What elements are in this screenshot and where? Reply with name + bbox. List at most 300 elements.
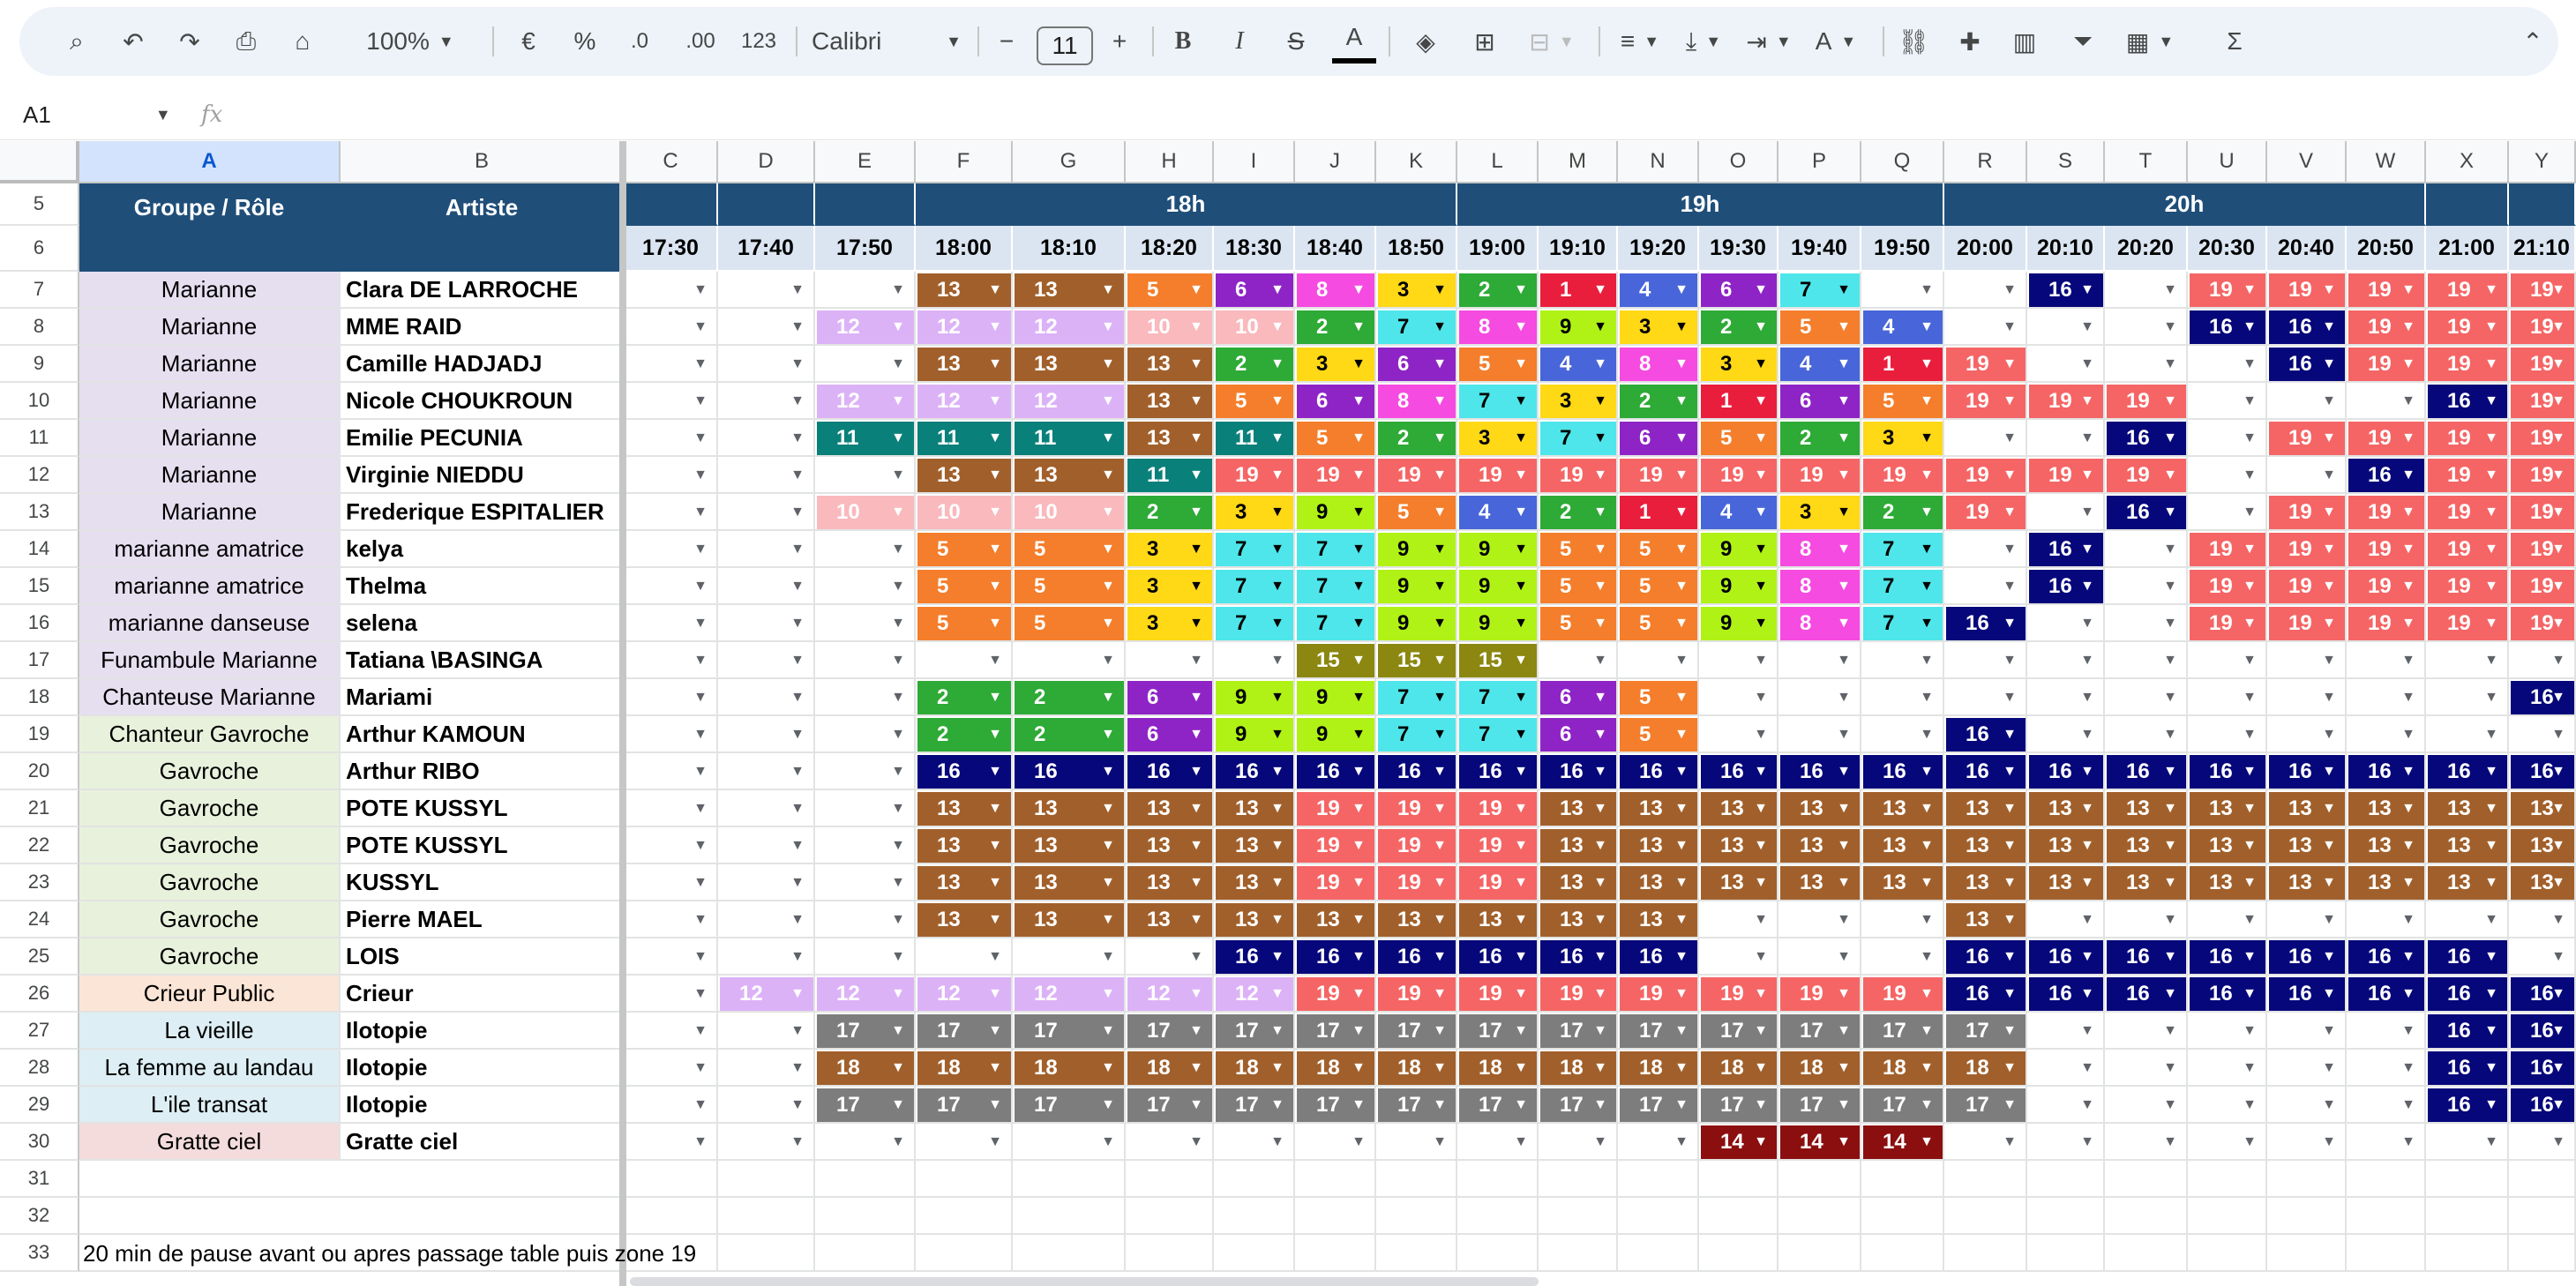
empty-cell[interactable] — [1699, 1198, 1778, 1235]
zone-dropdown[interactable] — [1539, 679, 1618, 716]
schedule-cell[interactable] — [2105, 457, 2188, 494]
zone-dropdown[interactable] — [1539, 716, 1618, 753]
zone-dropdown[interactable] — [1376, 383, 1457, 420]
zone-dropdown[interactable] — [1457, 1013, 1539, 1050]
zone-dropdown-empty[interactable] — [718, 383, 815, 420]
schedule-cell[interactable] — [916, 346, 1013, 383]
empty-cell[interactable] — [1214, 1235, 1295, 1272]
schedule-cell[interactable] — [2267, 901, 2347, 938]
zone-dropdown[interactable] — [1295, 531, 1376, 568]
empty-cell[interactable] — [2347, 1161, 2426, 1198]
zone-dropdown[interactable] — [1778, 827, 1861, 864]
zone-dropdown[interactable] — [2105, 753, 2188, 790]
schedule-cell[interactable] — [1376, 753, 1457, 790]
schedule-cell[interactable] — [1457, 1013, 1539, 1050]
schedule-cell[interactable] — [625, 976, 718, 1013]
zone-dropdown-empty[interactable] — [2188, 383, 2267, 420]
header-hour-18h[interactable]: 18h — [916, 183, 1457, 226]
schedule-cell[interactable] — [2347, 531, 2426, 568]
zone-dropdown[interactable] — [1376, 531, 1457, 568]
zone-dropdown[interactable] — [2105, 420, 2188, 457]
zone-dropdown[interactable] — [2105, 790, 2188, 827]
zone-dropdown-empty[interactable] — [718, 864, 815, 901]
zone-dropdown-empty[interactable] — [2347, 1124, 2426, 1161]
zone-dropdown[interactable] — [2509, 568, 2576, 605]
row-header-23[interactable]: 23 — [0, 864, 79, 901]
zone-dropdown[interactable] — [1013, 1087, 1126, 1124]
zone-dropdown[interactable] — [1013, 420, 1126, 457]
schedule-cell[interactable] — [1618, 864, 1699, 901]
schedule-cell[interactable] — [1013, 1124, 1126, 1161]
schedule-cell[interactable] — [718, 1087, 815, 1124]
schedule-cell[interactable] — [2509, 790, 2576, 827]
schedule-cell[interactable] — [718, 272, 815, 309]
zone-dropdown[interactable] — [1013, 568, 1126, 605]
schedule-cell[interactable] — [1376, 790, 1457, 827]
schedule-cell[interactable] — [1539, 420, 1618, 457]
zone-dropdown[interactable] — [1295, 642, 1376, 679]
header-time-cell[interactable]: 19:40 — [1778, 226, 1861, 272]
zone-dropdown[interactable] — [2105, 976, 2188, 1013]
zone-dropdown-empty[interactable] — [815, 864, 916, 901]
row-header-5[interactable]: 5 — [0, 183, 79, 226]
zone-dropdown[interactable] — [2426, 309, 2509, 346]
zone-dropdown-empty[interactable] — [625, 383, 718, 420]
empty-cell[interactable] — [1539, 1161, 1618, 1198]
schedule-cell[interactable] — [718, 901, 815, 938]
zone-dropdown[interactable] — [2426, 346, 2509, 383]
schedule-cell[interactable] — [718, 790, 815, 827]
schedule-cell[interactable] — [1699, 790, 1778, 827]
schedule-cell[interactable] — [1539, 827, 1618, 864]
schedule-cell[interactable] — [2188, 272, 2267, 309]
zone-dropdown-empty[interactable] — [815, 346, 916, 383]
schedule-cell[interactable] — [1778, 976, 1861, 1013]
schedule-cell[interactable] — [2188, 568, 2267, 605]
schedule-cell[interactable] — [1126, 901, 1214, 938]
zone-dropdown[interactable] — [916, 1050, 1013, 1087]
schedule-cell[interactable] — [1013, 272, 1126, 309]
schedule-cell[interactable] — [1457, 531, 1539, 568]
undo-icon[interactable]: ↶ — [123, 27, 144, 56]
zone-dropdown-empty[interactable] — [1778, 716, 1861, 753]
schedule-cell[interactable] — [2267, 938, 2347, 976]
horizontal-align-icon[interactable]: ≡ ▼ — [1620, 27, 1660, 55]
zone-dropdown[interactable] — [2426, 568, 2509, 605]
zone-dropdown-empty[interactable] — [625, 309, 718, 346]
zone-dropdown-empty[interactable] — [625, 420, 718, 457]
schedule-cell[interactable] — [718, 457, 815, 494]
schedule-cell[interactable] — [1295, 309, 1376, 346]
zone-dropdown-empty[interactable] — [2267, 383, 2347, 420]
zone-dropdown-empty[interactable] — [2188, 420, 2267, 457]
schedule-cell[interactable] — [916, 1013, 1013, 1050]
zone-dropdown[interactable] — [1295, 383, 1376, 420]
zone-dropdown[interactable] — [1376, 1087, 1457, 1124]
filter-icon[interactable]: ⏷ — [2072, 26, 2093, 55]
zone-dropdown[interactable] — [916, 716, 1013, 753]
empty-cell[interactable] — [1778, 1235, 1861, 1272]
schedule-cell[interactable] — [1539, 1124, 1618, 1161]
schedule-cell[interactable] — [1699, 420, 1778, 457]
zone-dropdown-empty[interactable] — [625, 1124, 718, 1161]
zone-dropdown-empty[interactable] — [2267, 642, 2347, 679]
zone-dropdown[interactable] — [1376, 753, 1457, 790]
header-time-cell[interactable]: 20:40 — [2267, 226, 2347, 272]
zone-dropdown[interactable] — [1618, 938, 1699, 976]
zone-dropdown-empty[interactable] — [2105, 679, 2188, 716]
zone-dropdown[interactable] — [1013, 309, 1126, 346]
paint-format-icon[interactable]: ⌂ — [295, 27, 311, 55]
schedule-cell[interactable] — [2347, 790, 2426, 827]
zone-dropdown[interactable] — [2027, 272, 2105, 309]
zone-dropdown[interactable] — [1778, 1087, 1861, 1124]
zone-dropdown[interactable] — [1778, 494, 1861, 531]
zone-dropdown-empty[interactable] — [2347, 383, 2426, 420]
schedule-cell[interactable] — [1295, 531, 1376, 568]
schedule-cell[interactable] — [1944, 1124, 2027, 1161]
schedule-cell[interactable] — [625, 383, 718, 420]
column-header-l[interactable]: L — [1457, 141, 1539, 183]
empty-cell[interactable] — [2267, 1161, 2347, 1198]
schedule-cell[interactable] — [1618, 383, 1699, 420]
zone-dropdown-empty[interactable] — [1778, 938, 1861, 976]
zone-dropdown[interactable] — [1699, 605, 1778, 642]
text-rotation-icon[interactable]: A ▼ — [1815, 27, 1857, 55]
zone-dropdown-empty[interactable] — [2105, 901, 2188, 938]
schedule-cell[interactable] — [1778, 605, 1861, 642]
schedule-cell[interactable] — [1539, 679, 1618, 716]
zone-dropdown-empty[interactable] — [1013, 1124, 1126, 1161]
schedule-cell[interactable] — [1013, 457, 1126, 494]
zone-dropdown[interactable] — [1699, 457, 1778, 494]
schedule-cell[interactable] — [1618, 827, 1699, 864]
column-header-w[interactable]: W — [2347, 141, 2426, 183]
row-header-31[interactable]: 31 — [0, 1161, 79, 1198]
group-role-cell[interactable]: marianne danseuse — [79, 605, 341, 642]
schedule-cell[interactable] — [815, 938, 916, 976]
schedule-cell[interactable] — [1214, 494, 1295, 531]
artist-cell[interactable]: Arthur KAMOUN — [341, 716, 625, 753]
zone-dropdown[interactable] — [1778, 1013, 1861, 1050]
empty-cell[interactable] — [2105, 1161, 2188, 1198]
zone-dropdown[interactable] — [916, 568, 1013, 605]
schedule-cell[interactable] — [1126, 790, 1214, 827]
schedule-cell[interactable] — [2188, 753, 2267, 790]
zone-dropdown[interactable] — [1699, 531, 1778, 568]
schedule-cell[interactable] — [1214, 753, 1295, 790]
schedule-cell[interactable] — [2105, 1087, 2188, 1124]
zone-dropdown[interactable] — [1013, 1013, 1126, 1050]
schedule-cell[interactable] — [1376, 827, 1457, 864]
schedule-cell[interactable] — [1539, 1013, 1618, 1050]
zone-dropdown-empty[interactable] — [1944, 679, 2027, 716]
zone-dropdown[interactable] — [1214, 1050, 1295, 1087]
schedule-cell[interactable] — [718, 716, 815, 753]
schedule-cell[interactable] — [2347, 346, 2426, 383]
artist-cell[interactable]: selena — [341, 605, 625, 642]
schedule-cell[interactable] — [916, 901, 1013, 938]
schedule-cell[interactable] — [2267, 1087, 2347, 1124]
zone-dropdown-empty[interactable] — [718, 642, 815, 679]
zone-dropdown[interactable] — [815, 1087, 916, 1124]
empty-cell[interactable] — [625, 1198, 718, 1235]
zone-dropdown[interactable] — [1618, 494, 1699, 531]
artist-cell[interactable]: kelya — [341, 531, 625, 568]
zone-dropdown[interactable] — [1539, 1087, 1618, 1124]
zone-dropdown[interactable] — [916, 679, 1013, 716]
zone-dropdown[interactable] — [1457, 383, 1539, 420]
schedule-cell[interactable] — [1013, 1050, 1126, 1087]
zone-dropdown-empty[interactable] — [916, 642, 1013, 679]
empty-cell[interactable] — [2105, 1198, 2188, 1235]
zone-dropdown[interactable] — [1376, 1013, 1457, 1050]
schedule-cell[interactable] — [1861, 753, 1944, 790]
vertical-align-icon[interactable]: ⤓ ▼ — [1685, 26, 1722, 55]
font-size-input[interactable]: 11 — [1037, 26, 1093, 65]
zone-dropdown-empty[interactable] — [625, 827, 718, 864]
schedule-cell[interactable] — [2267, 1013, 2347, 1050]
schedule-cell[interactable] — [2509, 420, 2576, 457]
zone-dropdown[interactable] — [1457, 864, 1539, 901]
zone-dropdown[interactable] — [916, 383, 1013, 420]
schedule-cell[interactable] — [2509, 531, 2576, 568]
artist-cell[interactable]: Emilie PECUNIA — [341, 420, 625, 457]
zone-dropdown[interactable] — [1126, 568, 1214, 605]
zone-dropdown[interactable] — [1944, 1013, 2027, 1050]
zone-dropdown[interactable] — [1295, 864, 1376, 901]
zone-dropdown-empty[interactable] — [2027, 1013, 2105, 1050]
schedule-cell[interactable] — [1295, 901, 1376, 938]
zone-dropdown[interactable] — [1126, 383, 1214, 420]
schedule-cell[interactable] — [1944, 716, 2027, 753]
zone-dropdown[interactable] — [1699, 568, 1778, 605]
schedule-cell[interactable] — [1457, 457, 1539, 494]
zone-dropdown[interactable] — [1214, 346, 1295, 383]
zone-dropdown[interactable] — [1295, 827, 1376, 864]
schedule-cell[interactable] — [1214, 568, 1295, 605]
schedule-cell[interactable] — [1778, 383, 1861, 420]
schedule-cell[interactable] — [1295, 568, 1376, 605]
zone-dropdown[interactable] — [2426, 938, 2509, 976]
zone-dropdown[interactable] — [1214, 679, 1295, 716]
zone-dropdown-empty[interactable] — [2426, 716, 2509, 753]
schedule-cell[interactable] — [1376, 531, 1457, 568]
schedule-cell[interactable] — [1699, 827, 1778, 864]
schedule-cell[interactable] — [1539, 1050, 1618, 1087]
schedule-cell[interactable] — [1126, 753, 1214, 790]
horizontal-scrollbar[interactable] — [630, 1277, 1539, 1286]
schedule-cell[interactable] — [916, 976, 1013, 1013]
schedule-cell[interactable] — [2426, 901, 2509, 938]
empty-cell[interactable] — [2426, 1235, 2509, 1272]
schedule-cell[interactable] — [1376, 864, 1457, 901]
group-role-cell[interactable]: Marianne — [79, 494, 341, 531]
schedule-cell[interactable] — [1376, 679, 1457, 716]
schedule-cell[interactable] — [1013, 790, 1126, 827]
schedule-cell[interactable] — [625, 1124, 718, 1161]
zone-dropdown[interactable] — [2509, 531, 2576, 568]
zone-dropdown[interactable] — [916, 827, 1013, 864]
row-header-14[interactable]: 14 — [0, 531, 79, 568]
row-header-13[interactable]: 13 — [0, 494, 79, 531]
schedule-cell[interactable] — [1539, 346, 1618, 383]
zone-dropdown[interactable] — [1699, 1013, 1778, 1050]
schedule-cell[interactable] — [2509, 568, 2576, 605]
zone-dropdown-empty[interactable] — [2027, 642, 2105, 679]
schedule-cell[interactable] — [2027, 420, 2105, 457]
zone-dropdown[interactable] — [1214, 753, 1295, 790]
schedule-cell[interactable] — [2347, 272, 2426, 309]
zone-dropdown-empty[interactable] — [1214, 1124, 1295, 1161]
schedule-cell[interactable] — [1457, 494, 1539, 531]
zone-dropdown-empty[interactable] — [1457, 1124, 1539, 1161]
header-time-cell[interactable]: 20:50 — [2347, 226, 2426, 272]
schedule-cell[interactable] — [1214, 383, 1295, 420]
zone-dropdown[interactable] — [1539, 938, 1618, 976]
schedule-cell[interactable] — [718, 309, 815, 346]
zone-dropdown-empty[interactable] — [2188, 494, 2267, 531]
schedule-cell[interactable] — [1295, 383, 1376, 420]
schedule-cell[interactable] — [1013, 753, 1126, 790]
zone-dropdown-empty[interactable] — [815, 531, 916, 568]
zone-dropdown[interactable] — [1295, 1013, 1376, 1050]
zone-dropdown[interactable] — [1457, 827, 1539, 864]
zone-dropdown[interactable] — [1778, 753, 1861, 790]
empty-cell[interactable] — [2267, 1198, 2347, 1235]
schedule-cell[interactable] — [625, 605, 718, 642]
row-header-16[interactable]: 16 — [0, 605, 79, 642]
schedule-cell[interactable] — [1295, 1050, 1376, 1087]
zone-dropdown-empty[interactable] — [1699, 938, 1778, 976]
schedule-cell[interactable] — [1295, 1087, 1376, 1124]
schedule-cell[interactable] — [1126, 272, 1214, 309]
zone-dropdown[interactable] — [1944, 753, 2027, 790]
column-header-q[interactable]: Q — [1861, 141, 1944, 183]
zone-dropdown-empty[interactable] — [2188, 346, 2267, 383]
zone-dropdown-empty[interactable] — [2027, 605, 2105, 642]
zone-dropdown[interactable] — [1861, 346, 1944, 383]
zone-dropdown-empty[interactable] — [2509, 642, 2576, 679]
schedule-cell[interactable] — [1376, 642, 1457, 679]
schedule-cell[interactable] — [1214, 1013, 1295, 1050]
schedule-cell[interactable] — [2105, 864, 2188, 901]
schedule-cell[interactable] — [2027, 309, 2105, 346]
zone-dropdown[interactable] — [1618, 1013, 1699, 1050]
schedule-cell[interactable] — [1295, 605, 1376, 642]
schedule-cell[interactable] — [625, 864, 718, 901]
schedule-cell[interactable] — [2509, 383, 2576, 420]
schedule-cell[interactable] — [2347, 420, 2426, 457]
zone-dropdown-empty[interactable] — [625, 605, 718, 642]
header-time-cell[interactable]: 19:50 — [1861, 226, 1944, 272]
zone-dropdown[interactable] — [1618, 531, 1699, 568]
zone-dropdown[interactable] — [1539, 790, 1618, 827]
schedule-cell[interactable] — [2426, 1013, 2509, 1050]
schedule-cell[interactable] — [1457, 605, 1539, 642]
zone-dropdown[interactable] — [2027, 790, 2105, 827]
empty-cell[interactable] — [1861, 1198, 1944, 1235]
schedule-cell[interactable] — [916, 457, 1013, 494]
schedule-cell[interactable] — [2267, 309, 2347, 346]
zone-dropdown[interactable] — [2509, 976, 2576, 1013]
zone-dropdown[interactable] — [1539, 864, 1618, 901]
schedule-cell[interactable] — [1013, 568, 1126, 605]
zone-dropdown[interactable] — [1861, 494, 1944, 531]
zone-dropdown-empty[interactable] — [815, 901, 916, 938]
schedule-cell[interactable] — [2347, 976, 2426, 1013]
row-header-22[interactable]: 22 — [0, 827, 79, 864]
empty-cell[interactable] — [815, 1235, 916, 1272]
zone-dropdown[interactable] — [1013, 531, 1126, 568]
artist-cell[interactable]: Arthur RIBO — [341, 753, 625, 790]
schedule-cell[interactable] — [1214, 716, 1295, 753]
schedule-cell[interactable] — [1376, 716, 1457, 753]
zone-dropdown[interactable] — [1539, 827, 1618, 864]
schedule-cell[interactable] — [1699, 272, 1778, 309]
artist-cell[interactable]: Pierre MAEL — [341, 901, 625, 938]
column-header-m[interactable]: M — [1539, 141, 1618, 183]
header-time-cell[interactable]: 20:20 — [2105, 226, 2188, 272]
zone-dropdown-empty[interactable] — [1376, 1124, 1457, 1161]
zone-dropdown[interactable] — [1214, 309, 1295, 346]
zone-dropdown[interactable] — [2347, 864, 2426, 901]
schedule-cell[interactable] — [718, 938, 815, 976]
schedule-cell[interactable] — [718, 1124, 815, 1161]
schedule-cell[interactable] — [625, 309, 718, 346]
zone-dropdown[interactable] — [1699, 494, 1778, 531]
zone-dropdown-empty[interactable] — [2188, 642, 2267, 679]
zone-dropdown-empty[interactable] — [1126, 938, 1214, 976]
row-header-7[interactable]: 7 — [0, 272, 79, 309]
schedule-cell[interactable] — [625, 938, 718, 976]
zone-dropdown-empty[interactable] — [625, 346, 718, 383]
schedule-cell[interactable] — [815, 790, 916, 827]
schedule-cell[interactable] — [1944, 1087, 2027, 1124]
schedule-cell[interactable] — [815, 531, 916, 568]
zone-dropdown[interactable] — [1295, 605, 1376, 642]
zone-dropdown[interactable] — [1778, 346, 1861, 383]
schedule-cell[interactable] — [1861, 605, 1944, 642]
zone-dropdown[interactable] — [1126, 309, 1214, 346]
schedule-cell[interactable] — [718, 383, 815, 420]
search-icon[interactable]: ⌕ — [70, 26, 84, 55]
schedule-cell[interactable] — [1778, 1013, 1861, 1050]
header-time-cell[interactable]: 17:50 — [815, 226, 916, 272]
zone-dropdown[interactable] — [2509, 272, 2576, 309]
zone-dropdown-empty[interactable] — [916, 1124, 1013, 1161]
schedule-cell[interactable] — [1457, 272, 1539, 309]
text-color-icon[interactable]: A — [1332, 16, 1376, 64]
schedule-cell[interactable] — [1295, 753, 1376, 790]
group-role-cell[interactable]: Marianne — [79, 272, 341, 309]
group-role-cell[interactable]: Gavroche — [79, 827, 341, 864]
schedule-cell[interactable] — [2105, 938, 2188, 976]
schedule-cell[interactable] — [2105, 753, 2188, 790]
zone-dropdown[interactable] — [1013, 976, 1126, 1013]
schedule-cell[interactable] — [2027, 1050, 2105, 1087]
column-header-p[interactable]: P — [1778, 141, 1861, 183]
zone-dropdown[interactable] — [2027, 864, 2105, 901]
zone-dropdown[interactable] — [2267, 827, 2347, 864]
schedule-cell[interactable] — [1126, 642, 1214, 679]
zone-dropdown[interactable] — [1618, 976, 1699, 1013]
empty-cell[interactable] — [2027, 1161, 2105, 1198]
schedule-cell[interactable] — [2426, 938, 2509, 976]
zone-dropdown[interactable] — [2188, 864, 2267, 901]
zone-dropdown[interactable] — [1013, 827, 1126, 864]
header-time-cell[interactable]: 17:40 — [718, 226, 815, 272]
